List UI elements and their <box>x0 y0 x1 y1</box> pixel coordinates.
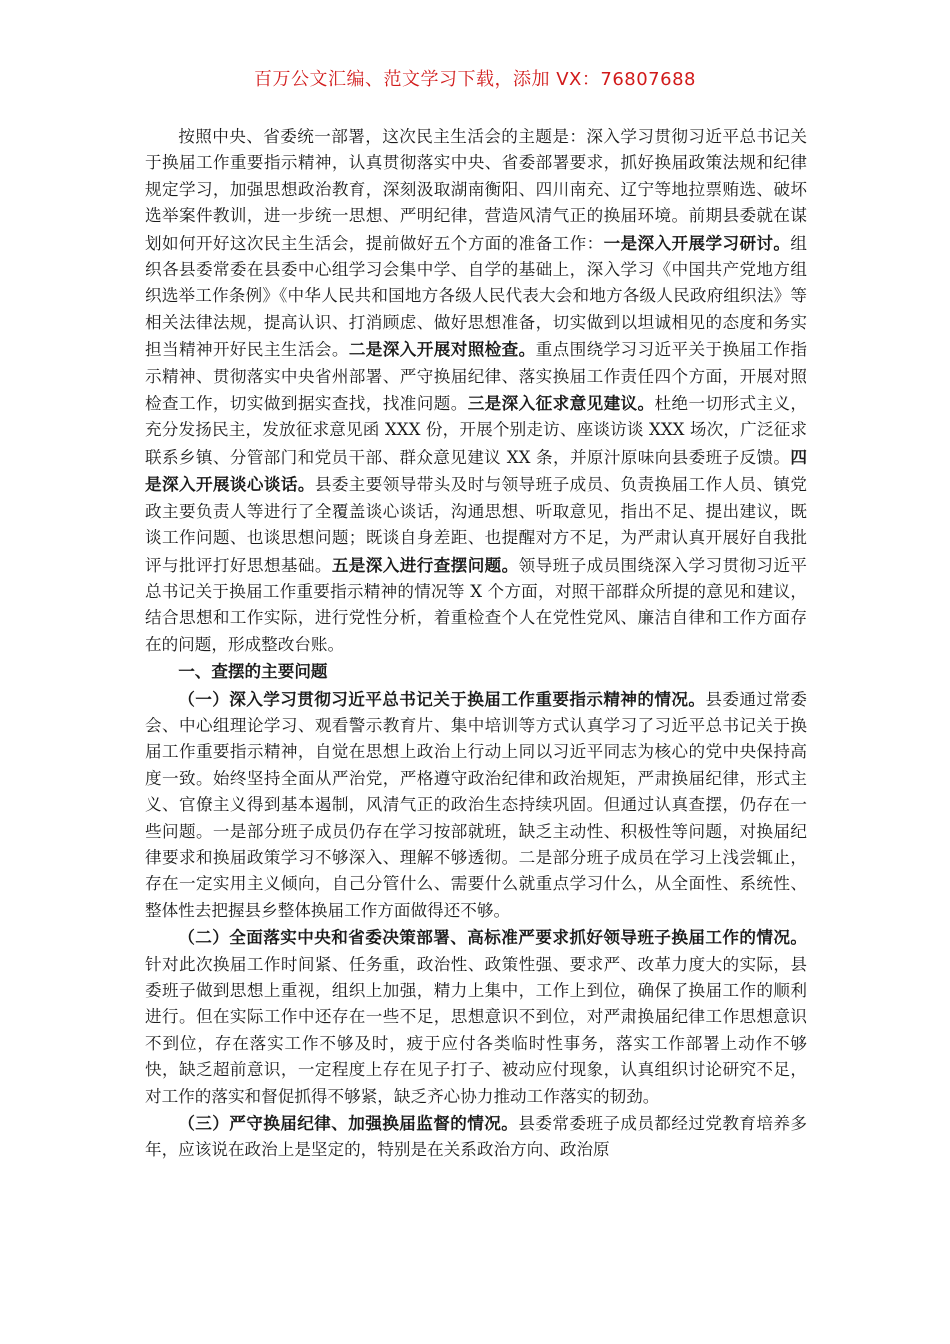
item4-text: 县委主要领导带头及时与领导班子成员、负责换届工作人员、镇党政主要负责人等进行了全覆盖谈心谈话，沟通思想、听取意见，指出不足、提出建议，既谈工作问题、也谈思想问题；既谈自身差距、也提醒对方不足，为严肃认真开展好自我批评与批评打好思想基础。 <box>145 475 807 575</box>
sub2-title: （二）全面落实中央和省委决策部署、高标准严要求抓好领导班子换届工作的情况。 <box>178 927 807 948</box>
intro-lead: 按照中央、省委统一部署，这次民主生活会的主题是：深入学习贯彻习近平总书记关于换届工作重要指示精神，认真贯彻落实中央、省委部署要求，抓好换届政策法规和纪律规定学习，加强思想政治教育，深刻汲取湖南衡阳、四川南充、辽宁等地拉票贿选、破坏选举案件教训，进一步统一思想、严明纪律，营造风清气正的换届环境。前期县委就在谋划如何开好这次民主生活会，提前做好五个方面的准备工作： <box>145 127 807 253</box>
item5-text: 领导班子成员围绕深入学习贯彻习近平总书记关于换届工作重要指示精神的情况等 X 个方面，对照干部群众所提的意见和建议，结合思想和工作实际，进行党性分析，着重检查个人在党性党风、廉洁自律和工作方面存在的问题，形成整改台账。 <box>145 555 807 654</box>
header-banner: 百万公文汇编、范文学习下载，添加 VX：76807688 <box>254 69 696 90</box>
sub2-paragraph <box>145 924 807 1110</box>
intro-paragraph <box>145 124 807 658</box>
sub1-text: 县委通过常委会、中心组理论学习、观看警示教育片、集中培训等方式认真学习了习近平总书记关于换届工作重要指示精神，自觉在思想上政治上行动上同以习近平同志为核心的党中央保持高度一致。始终坚持全面从严治党，严格遵守政治纪律和政治规矩，严肃换届纪律，形式主义、官僚主义得到基本遏制，风清气正的政治生态持续巩固。但通过认真查摆，仍存在一些问题。一是部分班子成员仍存在学习按部就班，缺乏主动性、积极性等问题，对换届纪律要求和换届政策学习不够深入、理解不够透彻。二是部分班子成员在学习上浅尝辄止，存在一定实用主义倾向，自己分管什么、需要什么就重点学习什么，从全面性、系统性、整体性去把握县乡整体换届工作方面做得还不够。 <box>145 689 807 920</box>
item2-text: 重点围绕学习习近平关于换届工作指示精神、贯彻落实中央省州部署、严守换届纪律、落实换届工作责任四个方面，开展对照检查工作，切实做到据实查找，找准问题。 <box>145 340 807 414</box>
item1-text: 组织各县委常委在县委中心组学习会集中学、自学的基础上，深入学习《中国共产党地方组织选举工作条例》《中华人民共和国地方各级人民代表大会和地方各级人民政府组织法》等相关法律法规，提高认识、打消顾虑、做好思想准备，切实做到以坦诚相见的态度和务实担当精神开好民主生活会。 <box>145 233 807 360</box>
sub1-paragraph <box>145 686 807 925</box>
item4-title: 四是深入开展谈心谈话。 <box>145 446 807 495</box>
item2-title: 二是深入开展对照检查。 <box>348 339 536 360</box>
sub2-text: 针对此次换届工作时间紧、任务重，政治性、政策性强、要求严、改革力度大的实际，县委班子做到思想上重视，组织上加强，精力上集中，工作上到位，确保了换届工作的顺利进行。但在实际工作中还存在一些不足，思想意识不到位，对严肃换届纪律工作思想意识不到位，存在落实工作不够及时，疲于应付各类临时性事务，落实工作部署上动作不够快，缺乏超前意识，一定程度上存在见子打子、被动应付现象，认真组织讨论研究不足，对工作的落实和督促抓得不够紧，缺乏齐心协力推动工作落实的韧劲。 <box>145 954 807 1106</box>
document-body <box>145 124 807 1164</box>
item5-title: 五是深入进行查摆问题。 <box>331 554 519 575</box>
sub3-paragraph <box>145 1110 807 1164</box>
item1-title: 一是深入开展学习研讨。 <box>603 232 791 253</box>
sub3-text: 县委常委班子成员都经过党教育培养多年，应该说在政治上是坚定的，特别是在关系政治方向、政治原 <box>145 1114 808 1160</box>
section1-heading <box>145 658 807 685</box>
sub3-title: （三）严守换届纪律、加强换届监督的情况。 <box>178 1113 519 1134</box>
item3-title: 三是深入征求意见建议。 <box>467 393 655 414</box>
sub1-title: （一）深入学习贯彻习近平总书记关于换届工作重要指示精神的情况。 <box>178 688 706 709</box>
item3-text: 杜绝一切形式主义，充分发扬民主，发放征求意见函 XXX 份，开展个别走访、座谈访谈 XXX 场次，广泛征求联系乡镇、分管部门和党员干部、群众意见建议 XX 条，并原汁原味向县委班子反馈。 <box>145 394 807 467</box>
section1-heading-text: 一、查摆的主要问题 <box>178 661 328 682</box>
